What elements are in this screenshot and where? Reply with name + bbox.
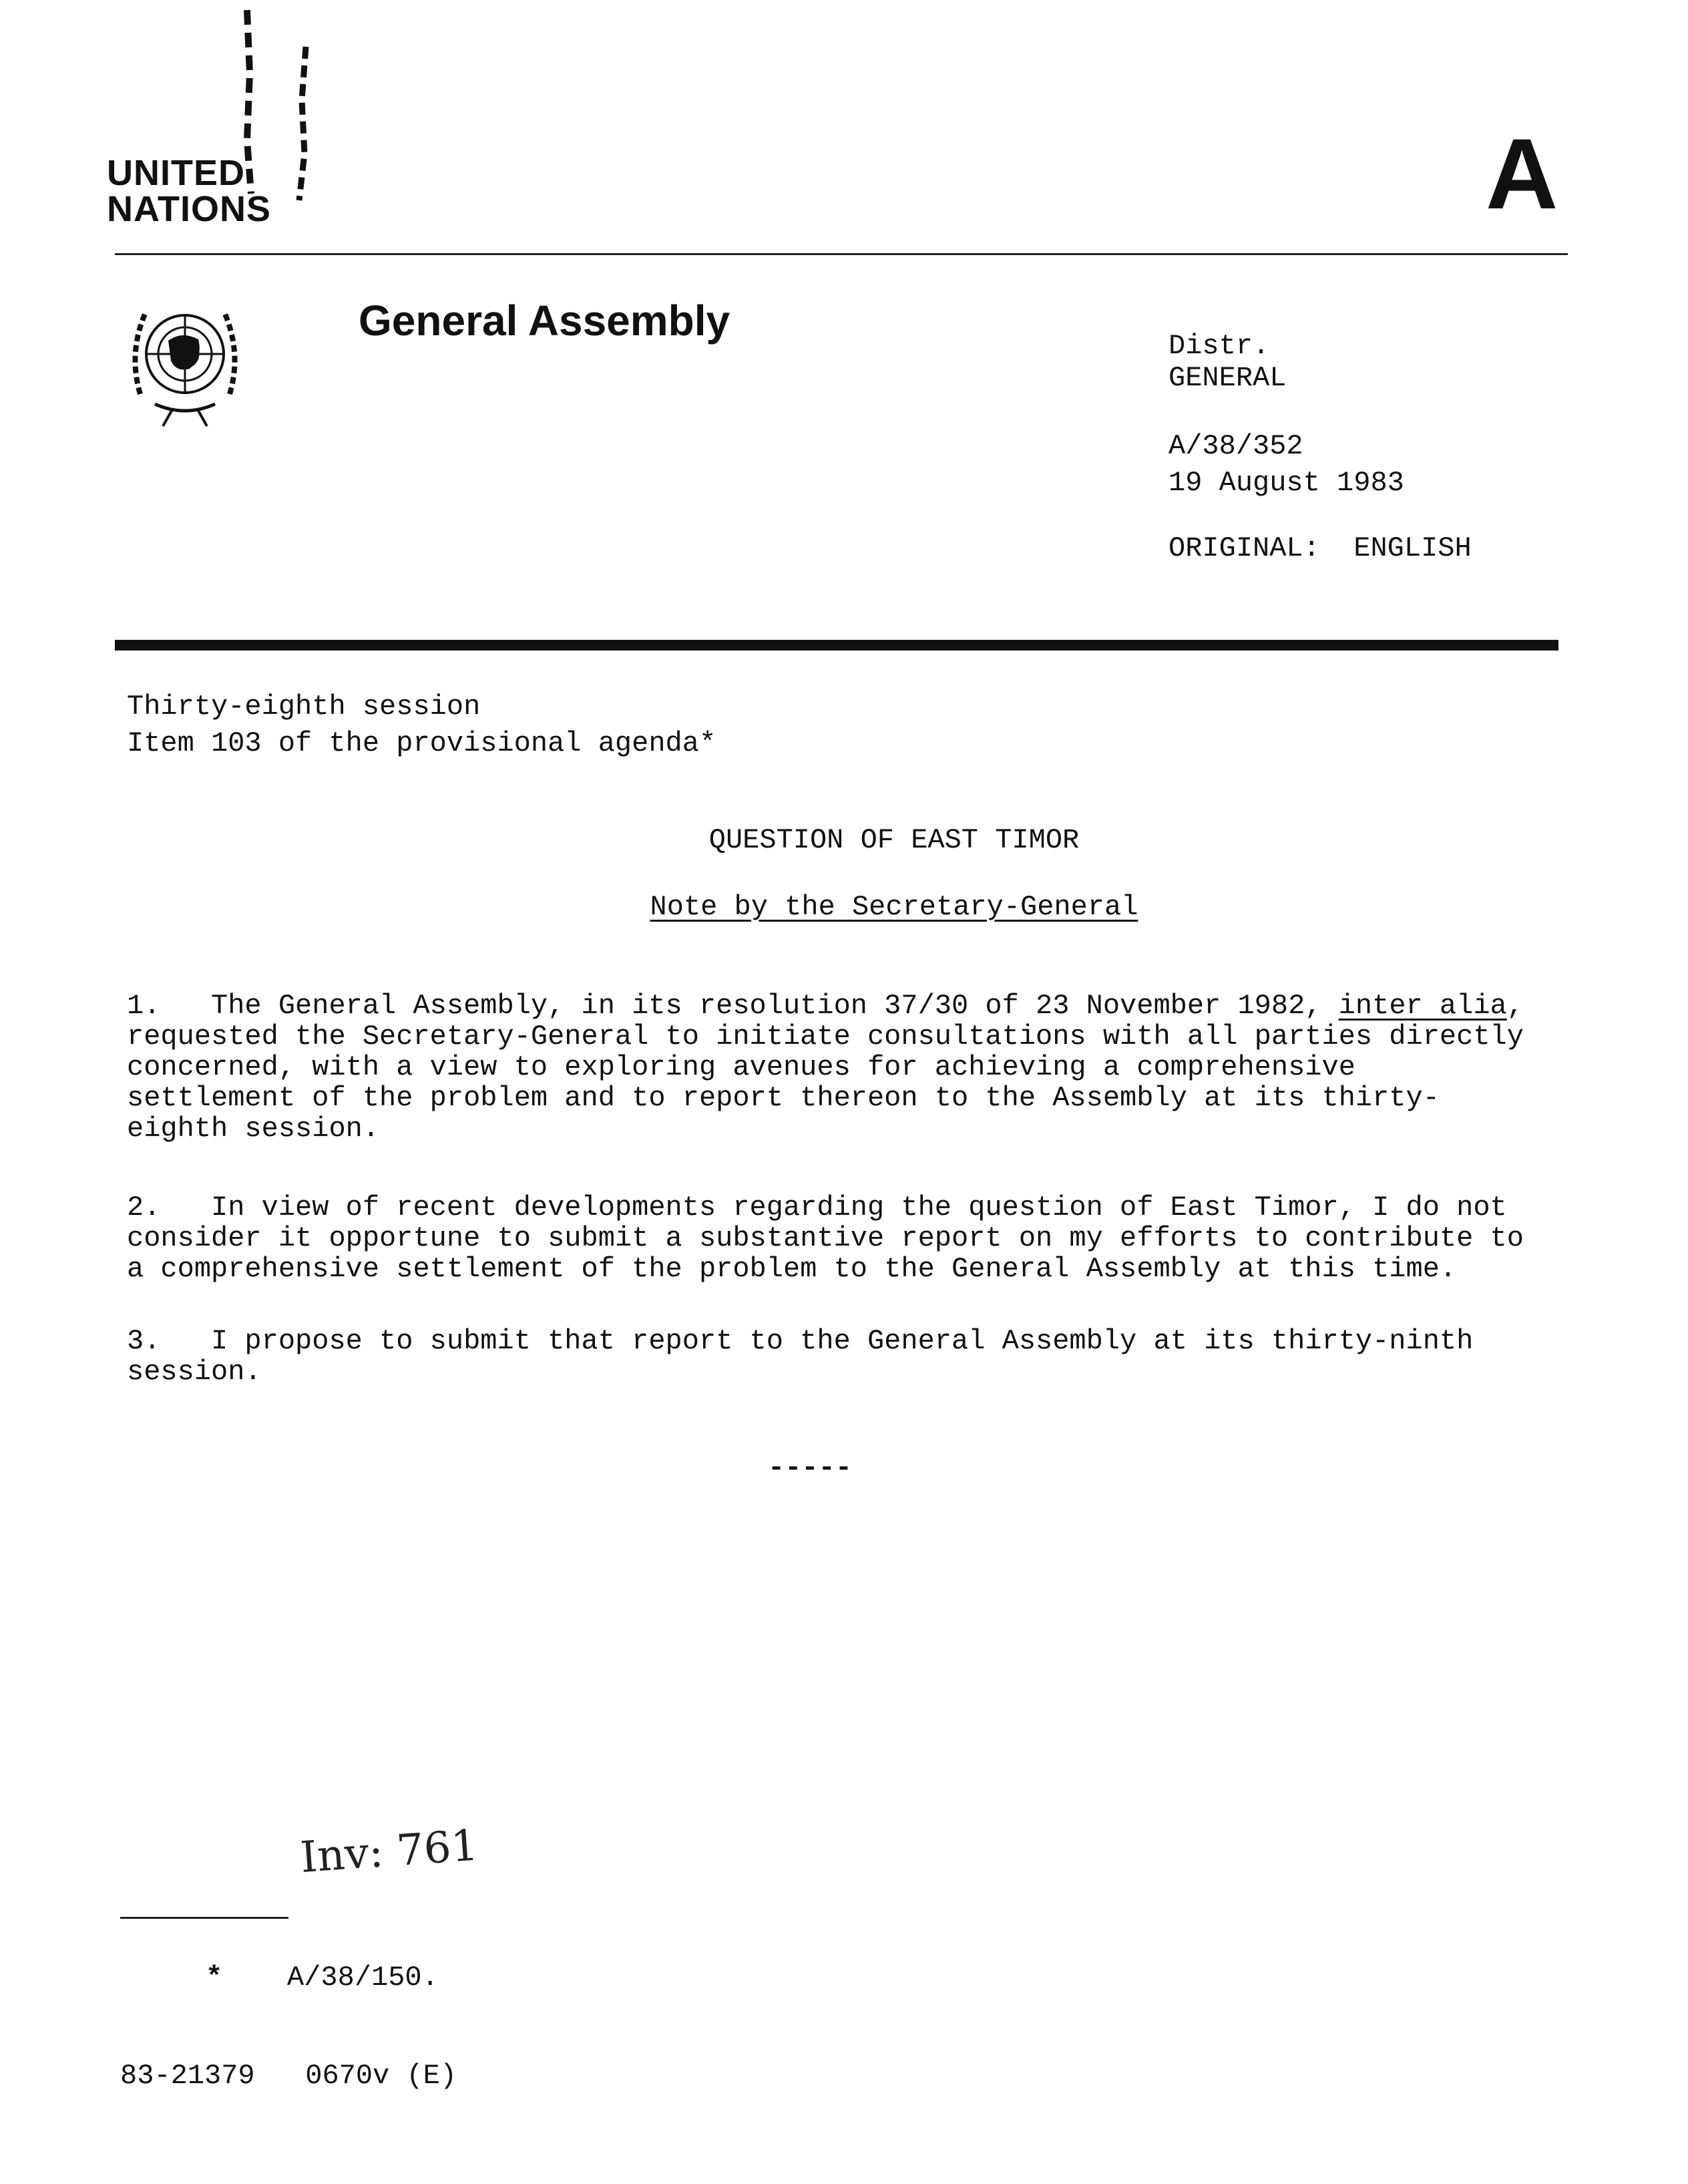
paragraph-1-line: settlement of the problem and to report thereon to the Assembly at its thirty- [127,1082,1440,1114]
original-language [1169,533,1472,564]
document-symbol: A/38/352 [1169,430,1303,462]
footnote-marker: * [206,1962,223,1994]
end-mark: ----- [768,1452,853,1484]
document-date: 19 August 1983 [1169,467,1404,499]
paragraph-2-line: consider it opportune to submit a substantive report on my efforts to contribute to [127,1222,1524,1254]
document-title: QUESTION OF EAST TIMOR [708,824,1080,856]
document-subtitle [0,892,1688,922]
paragraph-2 [127,1192,1524,1285]
distribution-value: GENERAL [1169,362,1287,394]
footnote-text: A/38/150. [287,1962,439,1994]
paragraph-1-comma: , [1506,990,1524,1022]
paragraph-1-line: requested the Secretary-General to initiate consultations with all parties directly [127,1021,1524,1053]
masthead-thick-rule [115,640,1558,651]
paragraph-2-line: 2. In view of recent developments regarding the question of East Timor, I do not [127,1192,1507,1224]
header-rule [115,253,1568,255]
org-name-line-1: UNITED [107,153,245,193]
subtitle-text: Note by the Secretary-General [650,891,1138,923]
job-number: 83-21379 0670v (E) [120,2060,457,2092]
body-title: General Assembly [359,297,730,345]
original-value: ENGLISH [1353,532,1472,564]
un-emblem-icon [115,294,255,427]
paragraph-2-line: a comprehensive settlement of the problem to the General Assembly at this time. [127,1253,1457,1285]
agenda-item-line: Item 103 of the provisional agenda* [127,727,716,759]
session-line: Thirty-eighth session [127,691,481,723]
handwritten-inventory-note: Inv: 761 [298,1821,480,1883]
paragraph-3-line: 3. I propose to submit that report to the General Assembly at its thirty-ninth [127,1325,1474,1357]
inter-alia-emphasis: inter alia [1338,990,1507,1022]
original-label: ORIGINAL: [1169,532,1320,564]
paragraph-1-lead: 1. The General Assembly, in its resolution 37/30 of 23 November 1982, [127,990,1339,1022]
paragraph-1-line: concerned, with a view to exploring avenues for achieving a comprehensive [127,1051,1355,1083]
ink-smudge-mark [227,0,321,220]
paragraph-1 [127,990,1524,1145]
paragraph-3-line: session. [127,1356,262,1388]
footnote-rule [120,1917,288,1919]
paragraph-3 [127,1326,1516,1387]
distribution-label: Distr. [1169,330,1270,362]
document-series-letter: A [1486,118,1558,230]
org-name-line-2: NATIONS [107,189,271,229]
paragraph-1-line: eighth session. [127,1113,380,1145]
